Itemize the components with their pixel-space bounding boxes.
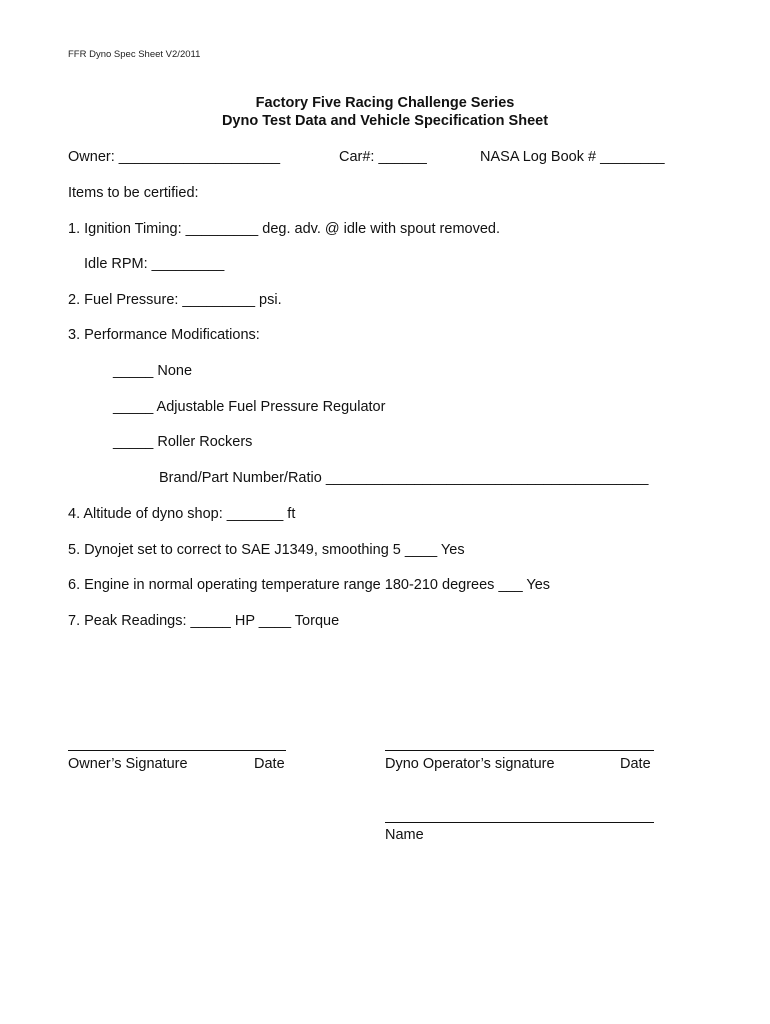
items-heading: Items to be certified:: [68, 185, 199, 201]
owner-signature-label: Owner’s Signature: [68, 756, 188, 772]
name-label: Name: [385, 827, 424, 843]
performance-modifications-heading: 3. Performance Modifications:: [68, 327, 260, 343]
nasa-log-book-field[interactable]: NASA Log Book # ________: [480, 149, 665, 165]
peak-readings-field[interactable]: 7. Peak Readings: _____ HP ____ Torque: [68, 613, 340, 629]
brand-part-number-field[interactable]: Brand/Part Number/Ratio ________________________________________: [159, 470, 649, 486]
operator-date-label: Date: [620, 756, 651, 772]
dyno-altitude-field[interactable]: 4. Altitude of dyno shop: _______ ft: [68, 506, 296, 522]
fuel-pressure-field[interactable]: 2. Fuel Pressure: _________ psi.: [68, 292, 282, 308]
operator-signature-label: Dyno Operator’s signature: [385, 756, 555, 772]
ignition-timing-field[interactable]: 1. Ignition Timing: _________ deg. adv. @ idle with spout removed.: [68, 221, 500, 237]
form-title: Factory Five Racing Challenge Series: [255, 95, 515, 111]
name-line[interactable]: [385, 822, 654, 823]
operator-signature-line[interactable]: [385, 750, 654, 751]
dynojet-correction-field[interactable]: 5. Dynojet set to correct to SAE J1349, smoothing 5 ____ Yes: [68, 542, 465, 558]
form-subtitle: Dyno Test Data and Vehicle Specification Sheet: [221, 113, 549, 129]
sheet-version-header: FFR Dyno Spec Sheet V2/2011: [68, 49, 201, 60]
car-number-field[interactable]: Car#: ______: [339, 149, 427, 165]
mod-fuel-regulator-option[interactable]: _____ Adjustable Fuel Pressure Regulator: [113, 399, 386, 415]
idle-rpm-field[interactable]: Idle RPM: _________: [84, 256, 225, 272]
engine-temperature-field[interactable]: 6. Engine in normal operating temperature range 180-210 degrees ___ Yes: [68, 577, 551, 593]
mod-roller-rockers-option[interactable]: _____ Roller Rockers: [113, 434, 253, 450]
mod-none-option[interactable]: _____ None: [113, 363, 193, 379]
owner-date-label: Date: [254, 756, 285, 772]
owner-signature-line[interactable]: [68, 750, 286, 751]
owner-field[interactable]: Owner: ____________________: [68, 149, 281, 165]
